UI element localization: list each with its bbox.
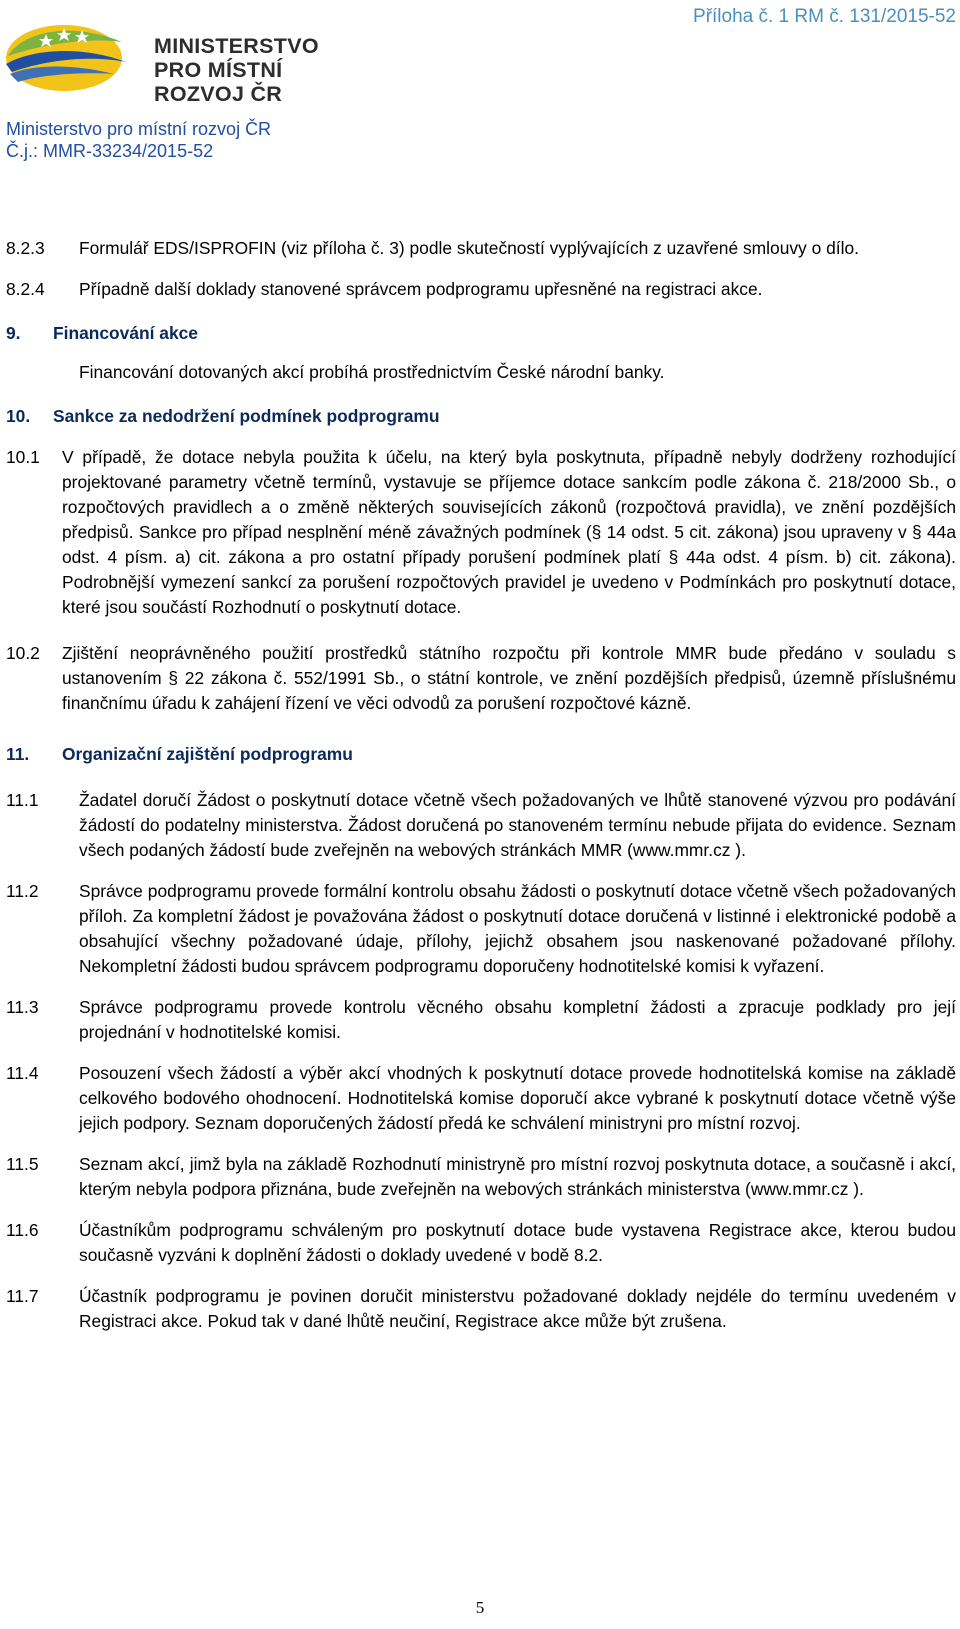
section-10-2 [6,641,956,716]
section-text: Správce podprogramu provede kontrolu věcného obsahu kompletní žádosti a zpracuje podklady pro její projednání v hodnotitelské komisi. [79,997,956,1042]
section-number: 11.4 [6,1063,39,1083]
section-number: 11.5 [6,1154,39,1174]
section-8-2-3 [6,236,956,261]
section-number: 11.7 [6,1286,39,1306]
section-number: 11.2 [6,881,39,901]
section-number: 8.2.4 [6,279,45,299]
page-number: 5 [475,1598,485,1617]
section-number: 8.2.3 [6,238,45,258]
section-11-heading [6,742,956,767]
reference-number: Č.j.: MMR-33234/2015-52 [6,141,214,161]
section-number: 10.1 [6,447,40,467]
section-number: 11.1 [6,790,39,810]
section-text: Seznam akcí, jimž byla na základě Rozhodnutí ministryně pro místní rozvoj poskytnuta dotace, a současně i akcí, kterým nebyla podpora přiznána, bude zveřejněn na webových stránkách ministerstva (www.mmr.cz ). [79,1154,956,1199]
section-11-6 [6,1218,956,1268]
section-text: V případě, že dotace nebyla použita k účelu, na který byla poskytnuta, případně nebyly dodrženy rozhodující projektované parametry včetně termínů, vystavuje se příjemce dotace sankcím podle zákona č. 218/2000 Sb., o rozpočtových pravidlech a o změně některých souvisejících zákonů (rozpočtová pravidla), ve znění pozdějších předpisů. Sankce pro případ nesplnění méně závažných podmínek (§ 14 odst. 5 cit. zákona) jsou upraveny v § 44a odst. 4 písm. a) cit. zákona a pro ostatní případy porušení podmínek platí § 44a odst. 4 písm. b) cit. zákona). Podrobnější vymezení sankcí za porušení rozpočtových pravidel je uvedeno v Podmínkách pro poskytnutí dotace, které jsou součástí Rozhodnutí o poskytnutí dotace. [62,447,956,617]
section-number: 10.2 [6,643,40,663]
section-number: 9. [6,323,21,343]
section-text: Žadatel doručí Žádost o poskytnutí dotace včetně všech požadovaných ve lhůtě stanovené výzvou pro podávání žádostí do podatelny ministerstva. Žádost doručená po stanoveném termínu nebude přijata do evidence. Seznam všech podaných žádostí bude zveřejněn na webových stránkách MMR (www.mmr.cz ). [79,790,956,860]
section-8-2-4 [6,277,956,302]
section-number: 11.3 [6,997,39,1017]
ministry-emblem-icon [4,12,149,94]
section-number: 11. [6,744,30,764]
attachment-label: Příloha č. 1 RM č. 131/2015-52 [693,6,956,27]
section-11-1 [6,788,956,863]
ministry-name: Ministerstvo pro místní rozvoj ČR [6,119,272,139]
ministry-header [6,118,271,162]
section-11-2 [6,879,956,979]
section-title: Sankce za nedodržení podmínek podprogramu [53,406,440,426]
document-body [6,236,956,1334]
section-10-heading [6,404,956,429]
section-title: Financování akce [53,323,198,343]
section-11-7 [6,1284,956,1334]
section-11-4 [6,1061,956,1136]
logo-line: MINISTERSTVO [154,34,319,58]
section-text: Případně další doklady stanovené správcem podprogramu upřesněné na registraci akce. [79,279,763,299]
section-text: Účastníkům podprogramu schváleným pro poskytnutí dotace bude vystavena Registrace akce, kterou budou současně vyzváni k doplnění žádosti o doklady uvedené v bodě 8.2. [79,1220,956,1265]
ministry-logo [4,12,334,106]
logo-wordmark [154,34,319,106]
section-9-heading [6,321,956,346]
section-11-5 [6,1152,956,1202]
section-title: Organizační zajištění podprogramu [62,744,353,764]
section-9-text: Financování dotovaných akcí probíhá prostřednictvím České národní banky. [79,362,665,382]
section-text: Správce podprogramu provede formální kontrolu obsahu žádosti o poskytnutí dotace včetně všech požadovaných příloh. Za kompletní žádost je považována žádost o poskytnutí dotace doručená v listinné i elektronické podobě a obsahující všechny požadované údaje, přílohy, jejichž obsahem jsou naskenované požadované přílohy. Nekompletní žádosti budou správcem podprogramu doporučeny hodnotitelské komisi k vyřazení. [79,881,956,976]
section-10-1 [6,445,956,620]
section-text: Zjištění neoprávněného použití prostředků státního rozpočtu při kontrole MMR bude předáno v souladu s ustanovením § 22 zákona č. 552/1991 Sb., o státní kontrole, ve znění pozdějších předpisů, územně příslušnému finančnímu úřadu k zahájení řízení ve věci odvodů za porušení rozpočtové kázně. [62,643,956,713]
logo-line: ROZVOJ ČR [154,82,283,106]
logo-line: PRO MÍSTNÍ [154,58,283,82]
section-number: 11.6 [6,1220,39,1240]
section-number: 10. [6,406,31,426]
section-text: Účastník podprogramu je povinen doručit ministerstvu požadované doklady nejdéle do termínu uvedeném v Registraci akce. Pokud tak v dané lhůtě neučiní, Registrace akce může být zrušena. [79,1286,956,1331]
section-text: Posouzení všech žádostí a výběr akcí vhodných k poskytnutí dotace provede hodnotitelská komise na základě celkového bodového ohodnocení. Hodnotitelská komise doporučí akce vybrané k poskytnutí dotace včetně výše jejich podpory. Seznam doporučených žádostí předá ke schválení ministryni pro místní rozvoj. [79,1063,956,1133]
section-11-3 [6,995,956,1045]
section-text: Formulář EDS/ISPROFIN (viz příloha č. 3) podle skutečností vyplývajících z uzavřené smlouvy o dílo. [79,238,859,258]
